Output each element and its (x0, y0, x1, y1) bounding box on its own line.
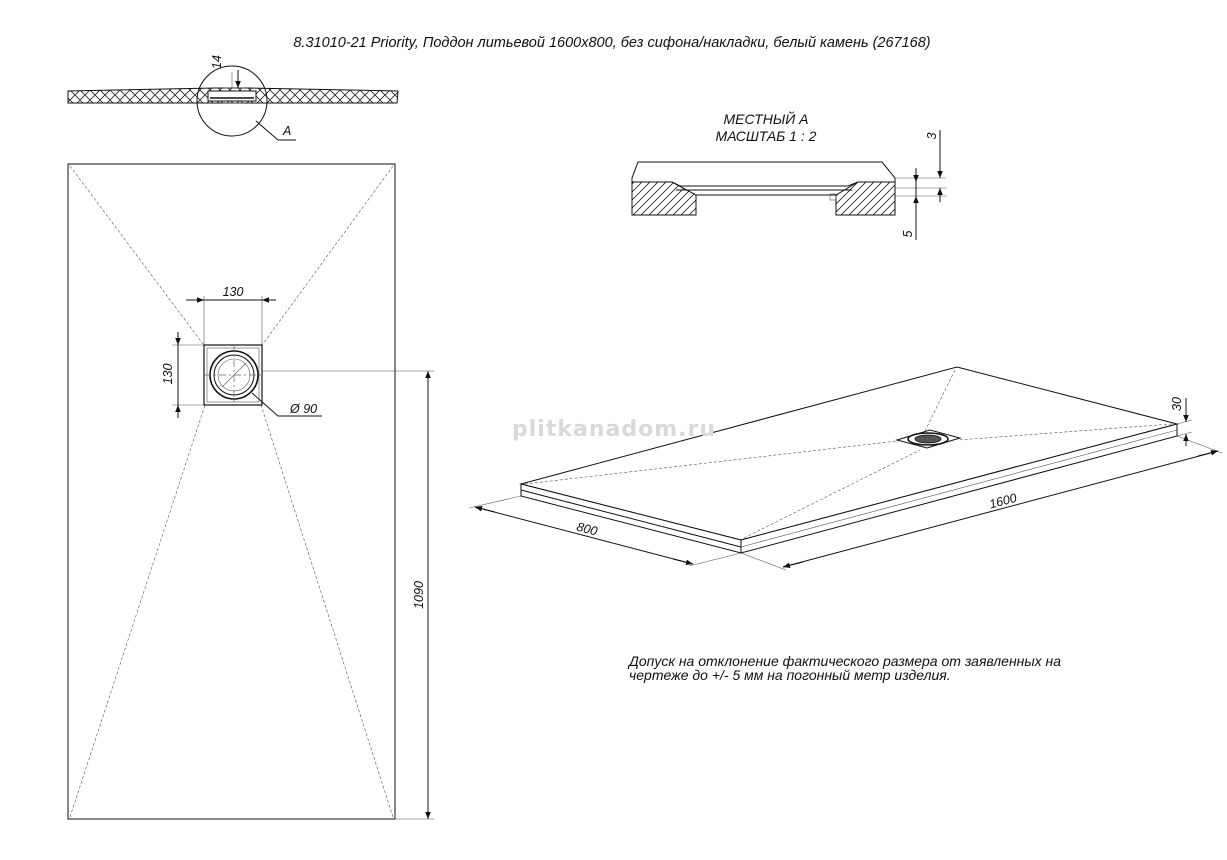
section-view (68, 55, 398, 140)
plan-view (68, 164, 434, 819)
detail-hatch-left (632, 182, 696, 215)
detail-title-line1: МЕСТНЫЙ А (723, 111, 809, 127)
isometric-view (469, 367, 1222, 570)
tray-outline (68, 164, 395, 819)
detail-dim-bottom-label: 5 (901, 230, 915, 238)
detail-view-a (632, 110, 946, 240)
iso-width-label: 800 (575, 519, 599, 539)
detail-title-line2: МАСШТАБ 1 : 2 (715, 128, 817, 144)
drawing-title: 8.31010-21 Priority, Поддон литьевой 1600x800, без сифона/накладки, белый камень (267168) (293, 35, 931, 51)
drain-width-label: 130 (222, 285, 244, 299)
drain-offset-label: 1090 (412, 581, 426, 609)
iso-length-label: 1600 (987, 490, 1019, 512)
section-drain-slot (208, 91, 256, 101)
detail-dim-top-label: 3 (925, 132, 939, 140)
detail-callout-label: A (283, 124, 292, 138)
drain-height-label: 130 (161, 363, 175, 385)
iso-height-label: 30 (1170, 397, 1184, 411)
detail-hatch-right (836, 182, 895, 215)
tolerance-note-line1: Допуск на отклонение фактического размера от заявленных на (629, 653, 1062, 669)
tolerance-note-line2: чертеже до +/- 5 мм на погонный метр изделия. (629, 667, 951, 683)
watermark-text: plitkanadom.ru (512, 417, 716, 442)
section-thickness-label: 14 (210, 55, 224, 69)
drain-diameter-label: Ø 90 (290, 402, 318, 416)
